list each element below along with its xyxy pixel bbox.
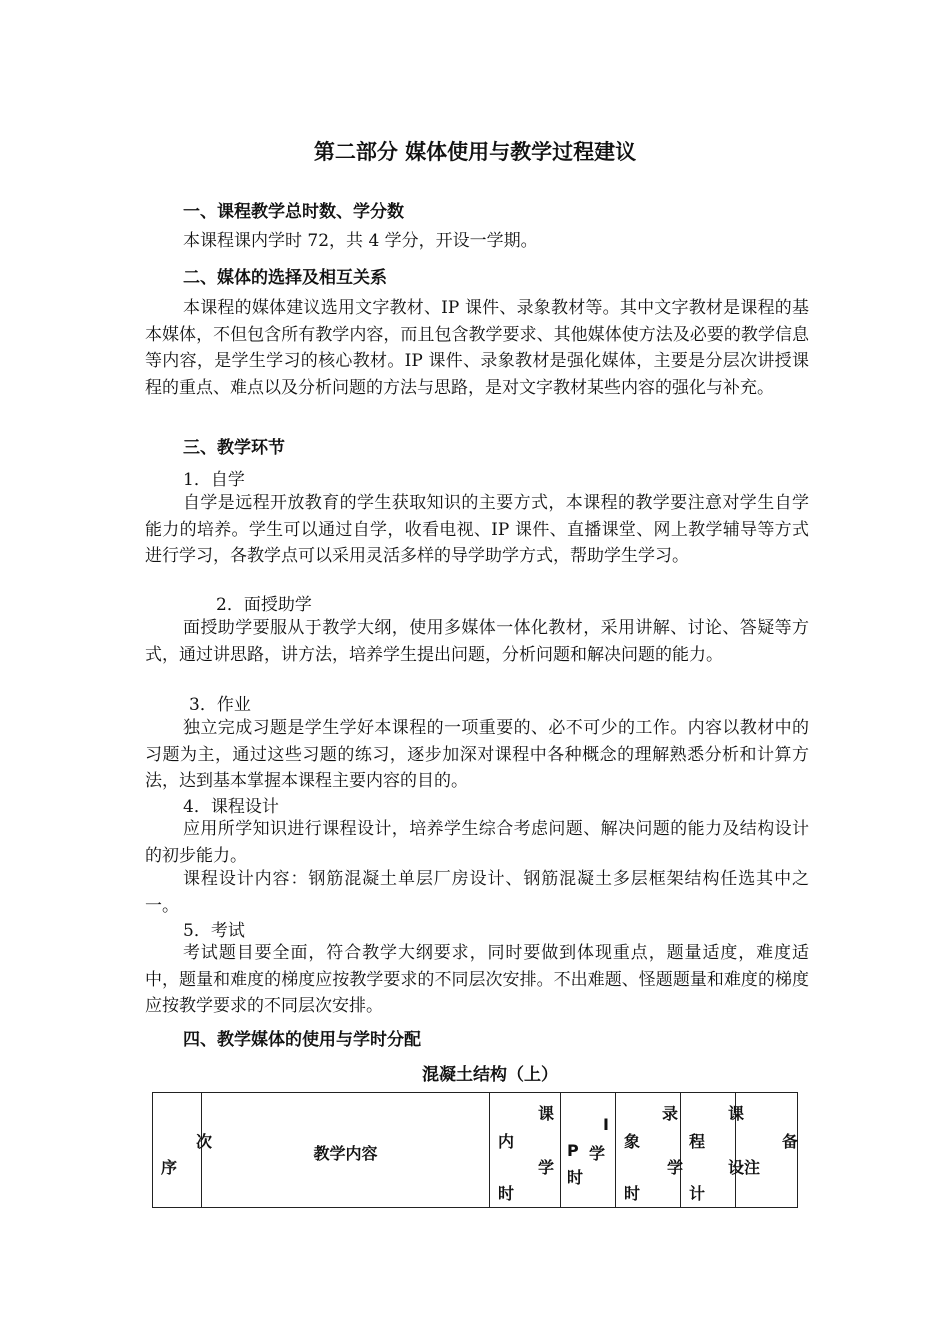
item-self-study-title: 1．自学 [183,470,245,490]
section-heading-media: 二、媒体的选择及相互关系 [183,268,387,288]
paragraph-tutoring: 面授助学要服从于教学大纲，使用多媒体一体化教材，采用讲解、讨论、答疑等方式，通过讲思路，讲方法，培养学生提出问题，分析问题和解决问题的能力。 [145,618,809,665]
header-class-hours: 课 内 学 时 [490,1093,561,1208]
section-heading-teaching: 三、教学环节 [183,438,285,458]
paragraph-media: 本课程的媒体建议选用文字教材、IP 课件、录象教材等。其中文字教材是课程的基本媒体，不但包含所有教学内容，而且包含教学要求、其他媒体使方法及必要的教学信息等内容，是学生学习的核心教材。IP 课件、录象教材是强化媒体，主要是分层次讲授课程的重点、难点以及分析问题的方法与思路，是对文字教材某些内容的强化与补充。 [145,298,809,398]
paragraph-hours: 本课程课内学时 72，共 4 学分，开设一学期。 [183,231,538,251]
paragraph-course-design: 应用所学知识进行课程设计，培养学生综合考虑问题、解决问题的能力及结构设计的初步能力。 [145,819,809,866]
hours-table [152,1092,798,1208]
table-header-row [153,1093,798,1208]
header-video-hours: 录 象 时 [616,1093,681,1208]
header-content: 教学内容 [202,1093,490,1208]
item-tutoring-title: 2．面授助学 [216,595,312,615]
item-course-design-title: 4．课程设计 [183,797,279,817]
header-course-design-hours: 程 学 计 [681,1093,736,1208]
section-heading-allocation: 四、教学媒体的使用与学时分配 [183,1030,421,1050]
section-heading-hours: 一、课程教学总时数、学分数 [183,202,404,222]
paragraph-self-study: 自学是远程开放教育的学生获取知识的主要方式，本课程的教学要注意对学生自学能力的培养。学生可以通过自学，收看电视、IP 课件、直播课堂、网上教学辅导等方式进行学习，各教学点可以采用灵活多样的导学助学方式，帮助学生学习。 [145,493,809,566]
header-sequence: 次 序 [153,1093,202,1208]
item-exam-title: 5．考试 [183,921,245,941]
item-homework-title: 3．作业 [189,695,251,715]
paragraph-course-design-content: 课程设计内容：钢筋混凝土单层厂房设计、钢筋混凝土多层框架结构任选其中之一。 [145,869,809,916]
header-ip-hours: I P 学 时 [561,1093,616,1208]
header-remarks: 课 设 注 备 [736,1093,798,1208]
paragraph-homework: 独立完成习题是学生学好本课程的一项重要的、必不可少的工作。内容以教材中的习题为主，通过这些习题的练习，逐步加深对课程中各种概念的理解熟悉分析和计算方法，达到基本掌握本课程主要内容的目的。 [145,718,809,791]
table-title: 混凝土结构（上） [422,1065,558,1085]
page-title: 第二部分 媒体使用与教学过程建议 [313,140,637,164]
paragraph-exam: 考试题目要全面，符合教学大纲要求，同时要做到体现重点，题量适度，难度适中，题量和难度的梯度应按教学要求的不同层次安排。不出难题、怪题题量和难度的梯度应按教学要求的不同层次安排。 [145,943,809,1016]
